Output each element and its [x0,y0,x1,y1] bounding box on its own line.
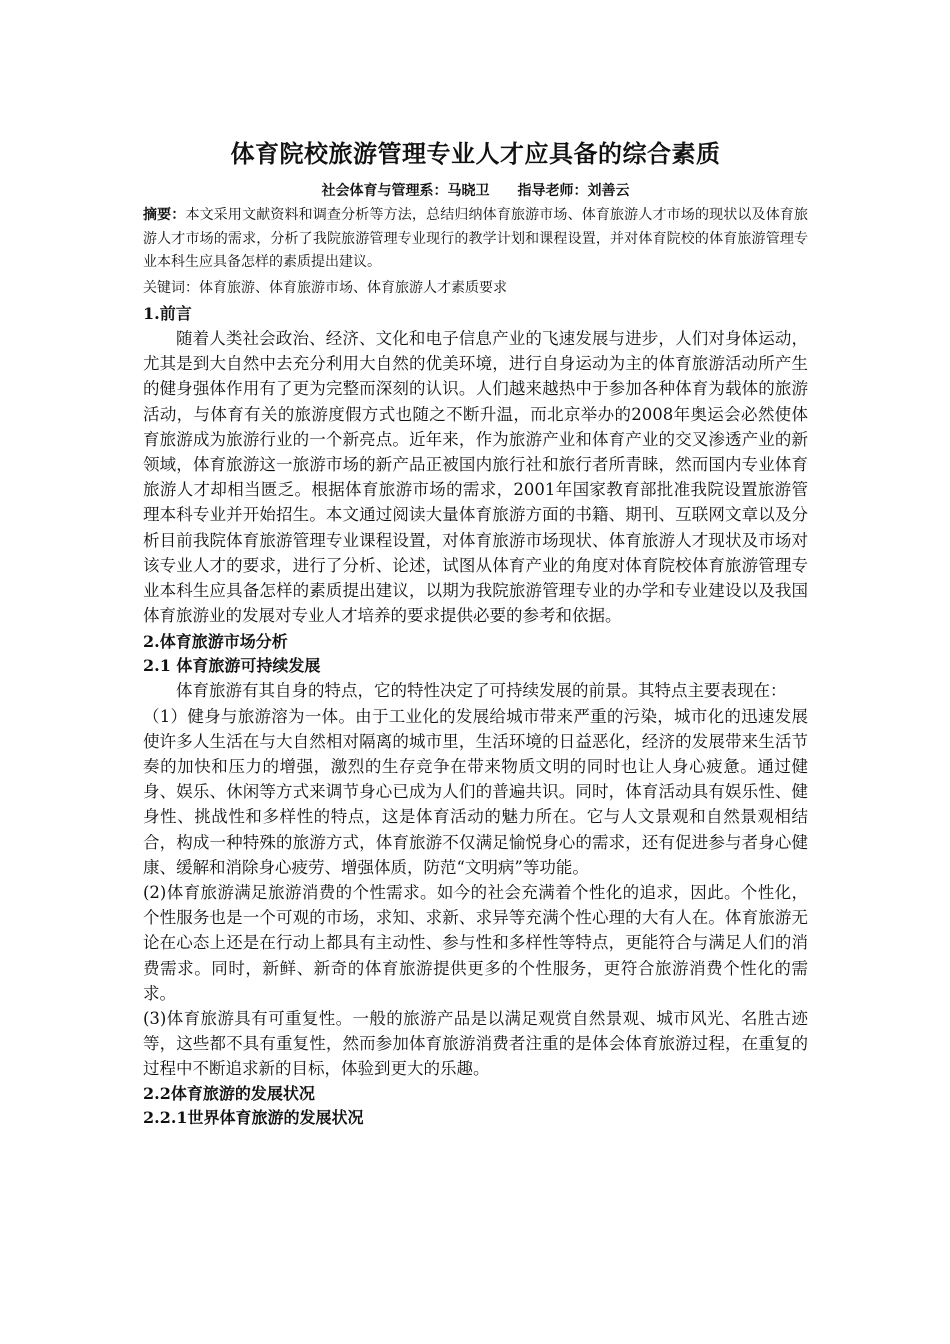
abstract-label: 摘要： [143,207,186,223]
section-1-heading: 1.前言 [143,304,192,323]
section-2-heading: 2.体育旅游市场分析 [143,632,288,652]
author-line [143,180,808,202]
document-title: 体育院校旅游管理专业人才应具备的综合素质 [230,139,721,168]
section-2-1-heading: 2.1 体育旅游可持续发展 [143,656,321,676]
abstract [143,204,808,275]
keywords: 关键词：体育旅游、体育旅游市场、体育旅游人才素质要求 [143,279,507,296]
author-name: 社会体育与管理系：马晓卫 [321,183,490,199]
list-item-1: （1）健身与旅游溶为一体。由于工业化的发展给城市带来严重的污染，城市化的迅速发展使许多人生活在与大自然相对隔离的城市里，生活环境的日益恶化，经济的发展带来生活节奏的加快和压力的增强，激烈的生存竞争在带来物质文明的同时也让人身心疲惫。通过健身、娱乐、休闲等方式来调节身心已成为人们的普遍共识。同时，体育活动具有娱乐性、健身性、挑战性和多样性的特点，这是体育活动的魅力所在。它与人文景观和自然景观相结合，构成一种特殊的旅游方式，体育旅游不仅满足愉悦身心的需求，还有促进参与者身心健康、缓解和消除身心疲劳、增强体质，防范“文明病”等功能。 [143,706,808,877]
section-2-2-1-heading: 2.2.1世界体育旅游的发展状况 [143,1107,364,1127]
abstract-text: 本文采用文献资料和调查分析等方法，总结归纳体育旅游市场、体育旅游人才市场的现状以及体育旅游人才市场的需求，分析了我院旅游管理专业现行的教学计划和课程设置，并对体育院校的体育旅游管理专业本科生应具备怎样的素质提出建议。 [143,207,809,270]
list-item-2: (2)体育旅游满足旅游消费的个性需求。如今的社会充满着个性化的追求，因此。个性化，个性服务也是一个可观的市场，求知、求新、求异等充满个性心理的大有人在。体育旅游无论在心态上还是在行动上都具有主动性、参与性和多样性等特点，更能符合与满足人们的消费需求。同时，新鲜、新奇的体育旅游提供更多的个性服务，更符合旅游消费个性化的需求。 [143,883,808,1003]
list-item-3: (3)体育旅游具有可重复性。一般的旅游产品是以满足观赏自然景观、城市风光、名胜古迹等，这些都不具有重复性，然而参加体育旅游消费者注重的是体会体育旅游过程，在重复的过程中不断追求新的目标，体验到更大的乐趣。 [143,1009,808,1079]
section-2-2-heading: 2.2体育旅游的发展状况 [143,1083,315,1103]
document-page [143,128,808,1130]
section-1-paragraph: 随着人类社会政治、经济、文化和电子信息产业的飞速发展与进步，人们对身体运动，尤其是到大自然中去充分利用大自然的优美环境，进行自身运动为主的体育旅游活动所产生的健身强体作用有了更为完整而深刻的认识。人们越来越热中于参加各种体育为载体的旅游活动，与体育有关的旅游度假方式也随之不断升温，而北京举办的2008年奥运会必然使体育旅游成为旅游行业的一个新亮点。近年来，作为旅游产业和体育产业的交叉渗透产业的新领域，体育旅游这一旅游市场的新产品正被国内旅行社和旅行者所青睐，然而国内专业体育旅游人才却相当匮乏。根据体育旅游市场的需求，2001年国家教育部批准我院设置旅游管理本科专业并开始招生。本文通过阅读大量体育旅游方面的书籍、期刊、互联网文章以及分析目前我院体育旅游管理专业课程设置，对体育旅游市场现状、体育旅游人才现状及市场对该专业人才的要求，进行了分析、论述，试图从体育产业的角度对体育院校体育旅游管理专业本科生应具备怎样的素质提出建议，以期为我院旅游管理专业的办学和专业建设以及我国体育旅游业的发展对专业人才培养的要求提供必要的参考和依据。 [143,329,808,626]
section-2-1-intro: 体育旅游有其自身的特点，它的特性决定了可持续发展的前景。其特点主要表现在： [176,681,787,701]
advisor-name: 指导老师：刘善云 [517,183,630,199]
